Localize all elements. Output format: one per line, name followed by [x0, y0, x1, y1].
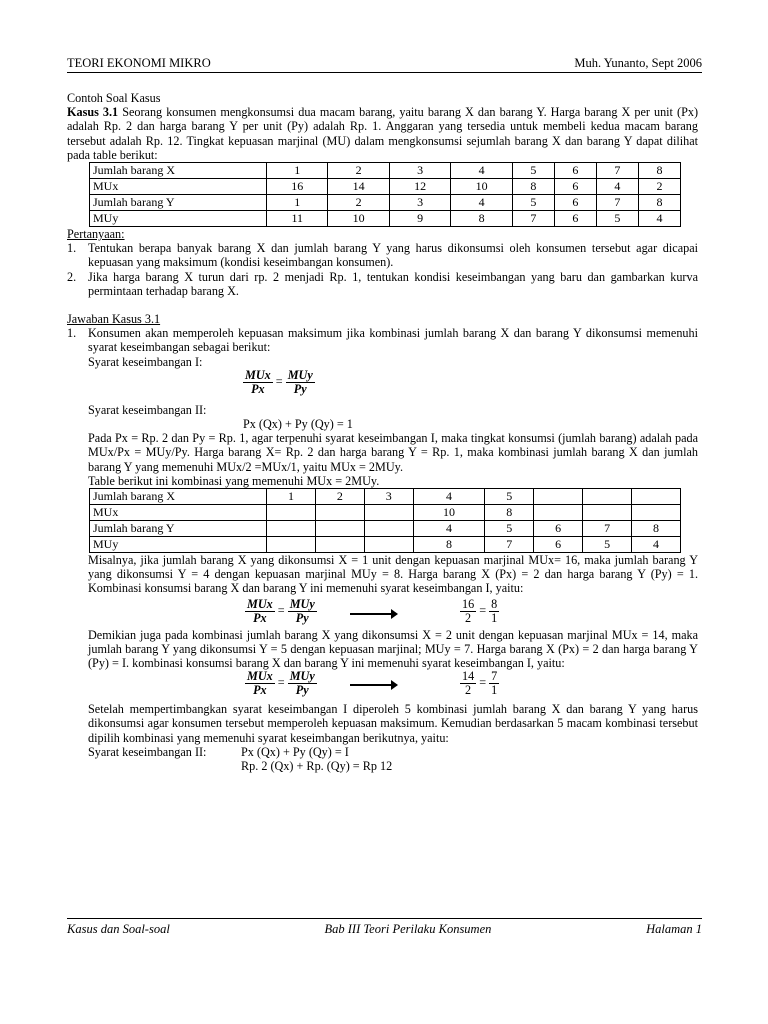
- row-label: Jumlah barang Y: [90, 195, 267, 211]
- table-cell: [583, 505, 632, 521]
- row-label: MUy: [90, 537, 267, 553]
- table-cell: 8: [451, 211, 512, 227]
- row-label: MUx: [90, 179, 267, 195]
- table-row: [90, 179, 681, 195]
- table-cell: 4: [413, 489, 485, 505]
- question-text: Jika harga barang X turun dari rp. 2 menjadi Rp. 1, tentukan kondisi keseimbangan yang baru dan gambarkan kurva permintaan terhadap barang X.: [88, 269, 698, 298]
- table-cell: 14: [328, 179, 389, 195]
- table-cell: 5: [583, 537, 632, 553]
- table-cell: 4: [413, 521, 485, 537]
- table-row: [90, 505, 681, 521]
- row-label: Jumlah barang Y: [90, 521, 267, 537]
- footer-center: Bab III Teori Perilaku Konsumen: [324, 922, 492, 936]
- table-cell: 4: [638, 211, 680, 227]
- budget-equation: Px (Qx) + Py (Qy) = 1: [243, 417, 353, 432]
- table-cell: [267, 537, 316, 553]
- table-cell: 6: [534, 537, 583, 553]
- table-cell: 12: [389, 179, 450, 195]
- table-cell: 5: [485, 521, 534, 537]
- row-label: Jumlah barang X: [90, 489, 267, 505]
- table-cell: [632, 489, 681, 505]
- question-item: [67, 241, 698, 269]
- table-cell: 8: [485, 505, 534, 521]
- table-cell: [583, 489, 632, 505]
- table-cell: 4: [596, 179, 638, 195]
- table-cell: 1: [267, 195, 328, 211]
- answer-paragraph: Table berikut ini kombinasi yang memenuhi MUx = 2MUy.: [88, 473, 380, 488]
- table-cell: 2: [328, 195, 389, 211]
- table-cell: 3: [389, 163, 450, 179]
- answer-number: 1.: [67, 326, 77, 341]
- example-equation-1: $\frac{\text{MUx}}{Px}$ = $\frac{\text{MUy}}{Py}$ $\frac{16}{2}$ = $\frac{8}{1}$: [247, 596, 498, 625]
- table-row: [90, 163, 681, 179]
- table-cell: 7: [596, 163, 638, 179]
- table-row: [90, 521, 681, 537]
- footer-page: Halaman 1: [646, 922, 702, 936]
- arrow-icon: [350, 684, 396, 686]
- table-cell: 2: [315, 489, 364, 505]
- table-cell: 4: [451, 163, 512, 179]
- table-cell: 3: [364, 489, 413, 505]
- table-cell: 7: [512, 211, 554, 227]
- answer-title: Jawaban Kasus 3.1: [67, 312, 161, 327]
- table-cell: [364, 537, 413, 553]
- table-cell: 8: [638, 195, 680, 211]
- footer-left: Kasus dan Soal-soal: [67, 922, 170, 936]
- table-cell: 3: [389, 195, 450, 211]
- table-cell: [364, 521, 413, 537]
- equilibrium-equation: $\frac{\text{MUx}}{Px}$ = $\frac{\text{MUy}}{Py}$: [245, 367, 313, 396]
- case-text: Seorang konsumen mengkonsumsi dua macam barang, yaitu barang X dan barang Y. Harga barang X per unit (Px) adalah Rp. 2 dan harga barang Y per unit (Py) adalah Rp. 1. Anggaran yang tersedia untuk membeli kedua macam barang tersebut adalah Rp. 12. Tingkat kepuasan marjinal (MU) dalam mengkonsumsi sejumlah barang X dan barang Y dapat dilihat pada table berikut:: [67, 105, 698, 162]
- table-cell: 7: [583, 521, 632, 537]
- table-cell: [364, 505, 413, 521]
- table-cell: 10: [413, 505, 485, 521]
- table-cell: [534, 489, 583, 505]
- mu-table: [89, 162, 681, 227]
- questions-title: Pertanyaan:: [67, 227, 125, 242]
- table-cell: 6: [554, 211, 596, 227]
- table-cell: [315, 505, 364, 521]
- page-footer: [67, 918, 702, 936]
- header-author: Muh. Yunanto, Sept 2006: [574, 56, 702, 70]
- answer-item: [67, 326, 698, 354]
- final-equation-1: Px (Qx) + Py (Qy) = I: [241, 744, 349, 759]
- table-cell: 7: [485, 537, 534, 553]
- row-label: MUx: [90, 505, 267, 521]
- table-cell: 16: [267, 179, 328, 195]
- combination-table: [89, 488, 681, 553]
- table-cell: 9: [389, 211, 450, 227]
- row-label: Jumlah barang X: [90, 163, 267, 179]
- table-cell: 8: [512, 179, 554, 195]
- table-row: [90, 195, 681, 211]
- table-cell: [315, 537, 364, 553]
- table-row: [90, 489, 681, 505]
- table-cell: [267, 505, 316, 521]
- row-label: MUy: [90, 211, 267, 227]
- table-cell: 11: [267, 211, 328, 227]
- table-cell: 4: [632, 537, 681, 553]
- answer-paragraph: Misalnya, jika jumlah barang X yang dikonsumsi X = 1 unit dengan kepuasan marjinal MUx= 16, maka jumlah barang Y yang dikonsumsi Y = 4 dengan kepuasan marjinal MUy = 8. Harga barang X (Px) = 2 dan harga barang Y (Py) = 1. Kombinasi konsumsi barang X dan barang Y ini memenuhi syarat keseimbangan I, yaitu:: [88, 553, 698, 596]
- table-cell: 1: [267, 163, 328, 179]
- table-cell: 10: [328, 211, 389, 227]
- page-content: [67, 91, 698, 773]
- table-cell: [267, 521, 316, 537]
- table-cell: 8: [413, 537, 485, 553]
- syarat1-label: Syarat keseimbangan I:: [88, 354, 203, 369]
- table-cell: 1: [267, 489, 316, 505]
- answer-paragraph: Demikian juga pada kombinasi jumlah barang X yang dikonsumsi X = 2 unit dengan kepuasan marjinal MUx = 14, maka jumlah barang Y yang dikonsumsi Y = 5 dengan kepuasan marjinal; MUy = 7. Harga barang X (Px) = 2 dan harga barang Y (Py) = I. kombinasi konsumsi barang X dan barang Y ini memenuhi syarat keseimbangan I, yaitu:: [88, 627, 698, 671]
- table-cell: 6: [554, 195, 596, 211]
- syarat2-label: Syarat keseimbangan II:: [88, 402, 207, 417]
- table-cell: 6: [534, 521, 583, 537]
- question-number: 2.: [67, 269, 77, 284]
- table-cell: 10: [451, 179, 512, 195]
- table-cell: [315, 521, 364, 537]
- table-cell: 2: [328, 163, 389, 179]
- answer-paragraph: Pada Px = Rp. 2 dan Py = Rp. 1, agar terpenuhi syarat keseimbangan I, maka tingkat konsumsi (jumlah barang) adalah pada MUx/Px = MUy/Py. Harga barang X= Rp. 2 dan harga barang Y = Rp. 1, maka kombinasi jumlah barang X dan jumlah barang Y yang memenuhi MUx/2 =MUx/1, yaitu MUx = 2MUy.: [88, 431, 698, 474]
- case-paragraph: [67, 105, 698, 162]
- table-row: [90, 211, 681, 227]
- table-cell: 5: [485, 489, 534, 505]
- table-cell: 5: [512, 163, 554, 179]
- section-title: Contoh Soal Kasus: [67, 91, 161, 105]
- table-cell: 4: [451, 195, 512, 211]
- page-header: [67, 56, 702, 73]
- final-equation-row: [88, 745, 698, 759]
- final-equation-2: Rp. 2 (Qx) + Rp. (Qy) = Rp 12: [241, 758, 393, 773]
- table-cell: 2: [638, 179, 680, 195]
- table-cell: [632, 505, 681, 521]
- question-text: Tentukan berapa banyak barang X dan jumlah barang Y yang harus dikonsumsi oleh konsumen tersebut agar dicapai kepuasan yang maksimum (kondisi keseimbangan konsumen).: [88, 241, 698, 270]
- arrow-icon: [350, 613, 396, 615]
- table-row: [90, 537, 681, 553]
- table-cell: 8: [638, 163, 680, 179]
- header-title: TEORI EKONOMI MIKRO: [67, 56, 211, 70]
- table-cell: [534, 505, 583, 521]
- final-label: Syarat keseimbangan II:: [88, 744, 207, 759]
- table-cell: 6: [554, 179, 596, 195]
- question-number: 1.: [67, 241, 77, 256]
- table-cell: 5: [596, 211, 638, 227]
- question-item: [67, 270, 698, 298]
- case-label: Kasus 3.1: [67, 105, 119, 120]
- table-cell: 8: [632, 521, 681, 537]
- answer-paragraph: Setelah mempertimbangkan syarat keseimbangan I diperoleh 5 kombinasi jumlah barang X dan barang Y yang harus dikonsumsi agar konsumen tersebut memperoleh kepuasan maksimum. Kemudian berdasarkan 5 macam kombinasi tersebut dipilih kombinasi yang memenuhi syarat keseimbangan berikutnya, yaitu:: [88, 702, 698, 745]
- answer-intro: Konsumen akan memperoleh kepuasan maksimum jika kombinasi jumlah barang X dan barang Y dikonsumsi memenuhi syarat keseimbangan sebagai berikut:: [88, 326, 698, 355]
- table-cell: 7: [596, 195, 638, 211]
- table-cell: 6: [554, 163, 596, 179]
- table-cell: 5: [512, 195, 554, 211]
- example-equation-2: $\frac{\text{MUx}}{Px}$ = $\frac{\text{MUy}}{Py}$ $\frac{14}{2}$ = $\frac{7}{1}$: [247, 669, 498, 698]
